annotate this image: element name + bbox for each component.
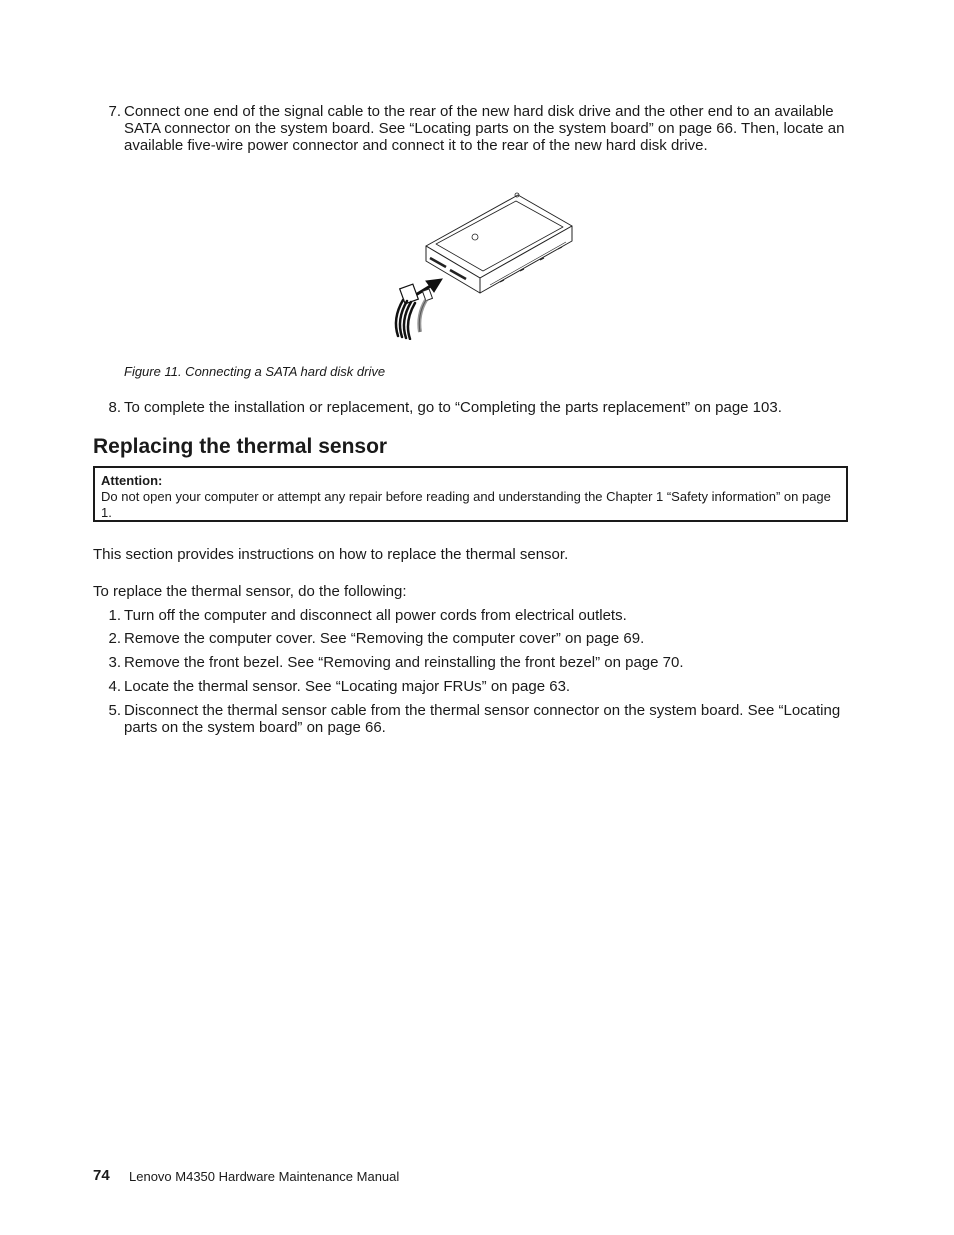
page-number: 74 [93, 1167, 110, 1184]
step-number: 4. [108, 678, 121, 695]
step-text: Turn off the computer and disconnect all power cords from electrical outlets. [124, 607, 627, 624]
step-8 [93, 399, 853, 417]
sata-hard-disk-drive-figure [380, 186, 580, 340]
thermal-step-2 [93, 630, 853, 648]
step-number: 7. [108, 103, 121, 120]
thermal-step-5 [93, 702, 853, 738]
manual-title: Lenovo M4350 Hardware Maintenance Manual [129, 1169, 400, 1184]
step-text: Connect one end of the signal cable to the rear of the new hard disk drive and the other end to an available SATA connector on the system board. See “Locating parts on the system board” on page 66. Then, locate an available five-wire power connector and connect it to the rear of the new hard disk drive. [124, 103, 845, 154]
figure-caption: Figure 11. Connecting a SATA hard disk drive [124, 364, 386, 379]
step-7 [93, 103, 853, 155]
step-text: Disconnect the thermal sensor cable from the thermal sensor connector on the system board. See “Locating parts on the system board” on page 66. [124, 702, 841, 736]
step-text: Remove the computer cover. See “Removing the computer cover” on page 69. [124, 630, 645, 647]
power-cable [396, 284, 418, 339]
intro-paragraph: This section provides instructions on how to replace the thermal sensor. [93, 546, 569, 563]
step-text: Remove the front bezel. See “Removing and reinstalling the front bezel” on page 70. [124, 654, 684, 671]
step-number: 2. [108, 630, 121, 647]
attention-title: Attention: [101, 473, 163, 488]
section-heading: Replacing the thermal sensor [93, 435, 388, 458]
attention-text: Do not open your computer or attempt any repair before reading and understanding the Chapter 1 “Safety information” on page 1. [101, 489, 831, 520]
step-number: 8. [108, 399, 121, 416]
attention-box [93, 466, 848, 522]
thermal-step-4 [93, 678, 853, 696]
procedure-lead: To replace the thermal sensor, do the following: [93, 583, 407, 600]
step-text: To complete the installation or replacement, go to “Completing the parts replacement” on page 103. [124, 399, 782, 416]
step-text: Locate the thermal sensor. See “Locating major FRUs” on page 63. [124, 678, 571, 695]
thermal-step-3 [93, 654, 853, 672]
thermal-step-1 [93, 607, 853, 625]
hard-disk-drive-illustration [380, 186, 580, 340]
step-number: 3. [108, 654, 121, 671]
step-number: 5. [108, 702, 121, 719]
step-number: 1. [108, 607, 121, 624]
signal-cable [419, 289, 432, 332]
